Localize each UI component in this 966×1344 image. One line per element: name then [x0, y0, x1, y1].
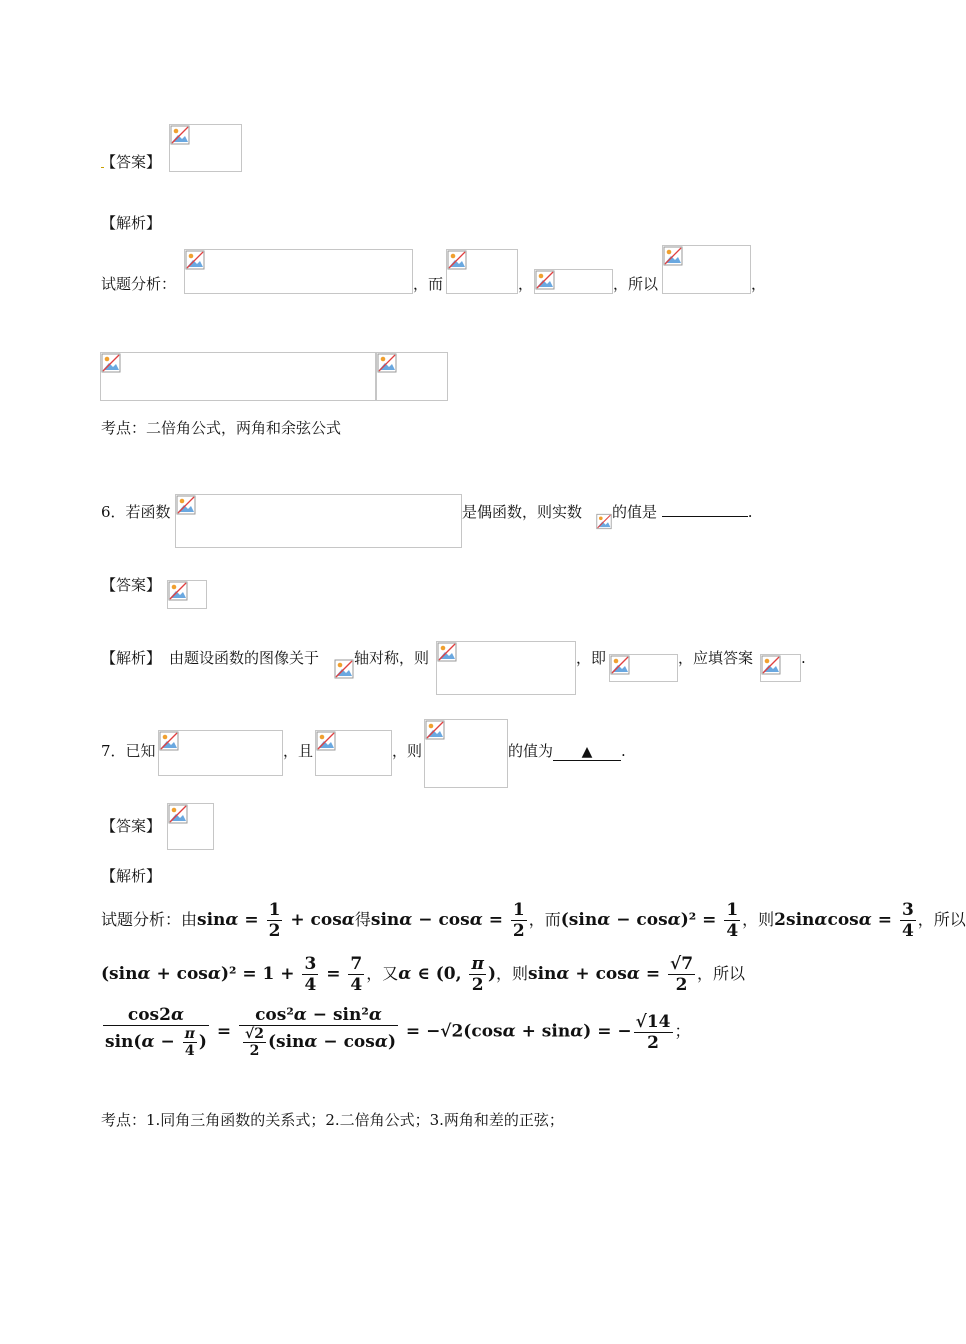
broken-image-icon	[437, 642, 457, 662]
s5-formula-image-1	[184, 249, 413, 294]
q7-condition-image-1	[158, 730, 283, 776]
broken-image-icon	[447, 250, 467, 270]
broken-image-icon	[168, 804, 188, 824]
q7-l1-suoyi: ，所以	[917, 910, 966, 929]
broken-image-icon	[596, 513, 612, 530]
broken-image-icon	[170, 125, 190, 145]
s5-analysis-label: 【解析】	[101, 214, 162, 232]
q6-tail-text	[612, 503, 753, 521]
q6-end-period: .	[747, 503, 753, 521]
q7-prefix: 7．已知	[101, 742, 156, 760]
q7-l3-end: ；	[674, 1021, 691, 1041]
q6-axis-image	[334, 659, 354, 679]
broken-image-icon	[663, 246, 683, 266]
s5-sep1: ，而	[413, 275, 444, 293]
q6-function-image	[175, 494, 462, 548]
s5-formula-image-3	[534, 269, 613, 294]
q7-kaodian: 考点：1.同角三角函数的关系式；2.二倍角公式；3.两角和差的正弦；	[101, 1111, 564, 1129]
q6-answer-label: 【答案】	[101, 576, 162, 594]
triangle-icon: ▲	[581, 744, 593, 760]
q6-analysis-text1: 由题设函数的图像关于	[169, 649, 320, 667]
q7-sep2: ，则	[392, 742, 423, 760]
q6-answer-image	[167, 580, 207, 609]
s5-answer-label: 【答案】	[101, 153, 162, 171]
q6-prefix: 6．若函数	[101, 503, 171, 521]
q7-l1-de: 得	[354, 910, 371, 929]
broken-image-icon	[610, 655, 630, 675]
q6-analysis-label: 【解析】	[101, 649, 162, 667]
s5-sep4: ，	[751, 275, 767, 293]
s5-analysis-prefix: 试题分析：	[101, 275, 177, 293]
q7-expression-image	[424, 719, 508, 788]
broken-image-icon	[101, 353, 121, 373]
s5-formula-image-6	[376, 352, 448, 401]
q7-l1-er: ，而	[528, 910, 561, 929]
q6-answer-blank	[662, 504, 748, 517]
q7-answer-blank	[553, 743, 621, 761]
q7-l1-ze: ，则	[742, 910, 775, 929]
s5-formula-image-5	[100, 352, 376, 401]
s5-answer-image	[169, 124, 242, 172]
broken-image-icon	[535, 270, 555, 290]
s5-kaodian: 考点：二倍角公式，两角和余弦公式	[101, 419, 342, 437]
q7-analysis-line-2: (sinα + cosα)² = 1 + $\frac{3}{4}$ = $\frac{7}{4}$ ，又α ∈ (0, $\frac{\pi}{2}$ )，则sinα + cosα = $\frac{√7}{2}$ ，所以	[101, 954, 746, 995]
broken-image-icon	[377, 353, 397, 373]
q6-analysis-image-1	[436, 641, 576, 695]
s5-sep2: ，	[518, 275, 534, 293]
broken-image-icon	[334, 659, 354, 679]
q6-variable-image	[596, 513, 612, 530]
q6-mid-text: 是偶函数，则实数	[462, 503, 583, 521]
q7-analysis-line-3: cos2α sin(α − $\frac{\pi}{4}$ ) = cos²α − sin²α $\frac{√2}{2}$ (sinα − cosα) = −√2(cosα + sinα) = − $\frac{√14}{2}$ ；	[105, 1005, 691, 1059]
broken-image-icon	[168, 581, 188, 601]
q6-tail-label: 的值是	[612, 503, 658, 521]
q7-tail	[508, 742, 626, 761]
q6-analysis-text4: ，应填答案	[678, 649, 754, 667]
q7-l2-suoyi: ，所以	[697, 964, 746, 983]
broken-image-icon	[425, 720, 445, 740]
q7-tail-label: 的值为	[508, 742, 554, 760]
q7-sep1: ，且	[283, 742, 314, 760]
q6-analysis-end: .	[801, 649, 806, 667]
q7-l2-you: ，又	[366, 964, 399, 983]
q6-analysis-image-3	[760, 654, 801, 682]
broken-image-icon	[761, 655, 781, 675]
q6-analysis-text2: 轴对称，则	[354, 649, 430, 667]
s5-sep3: ，所以	[613, 275, 659, 293]
q7-l2-ze: ，则	[495, 964, 528, 983]
s5-formula-image-2	[446, 249, 518, 294]
q7-answer-image	[167, 803, 214, 850]
broken-image-icon	[316, 731, 336, 751]
q7-answer-label: 【答案】	[101, 817, 162, 835]
q6-analysis-image-2	[609, 654, 678, 682]
broken-image-icon	[176, 495, 196, 515]
q7-end-period: .	[621, 742, 626, 760]
q7-analysis-line-1: 试题分析：由sinα = $\frac{1}{2}$ + cosα得sinα − cosα = $\frac{1}{2}$ ，而(sinα − cosα)² = $\frac{1}{4}$ ，则2sinαcosα = $\frac{3}{4}$ ，所以	[101, 900, 966, 941]
broken-image-icon	[185, 250, 205, 270]
q7-analysis-label: 【解析】	[101, 867, 162, 885]
s5-formula-image-4	[662, 245, 751, 294]
broken-image-icon	[159, 731, 179, 751]
q7-condition-image-2	[315, 730, 392, 776]
q7-analysis-prefix: 试题分析：由	[101, 910, 198, 929]
q6-analysis-text3: ，即	[576, 649, 607, 667]
